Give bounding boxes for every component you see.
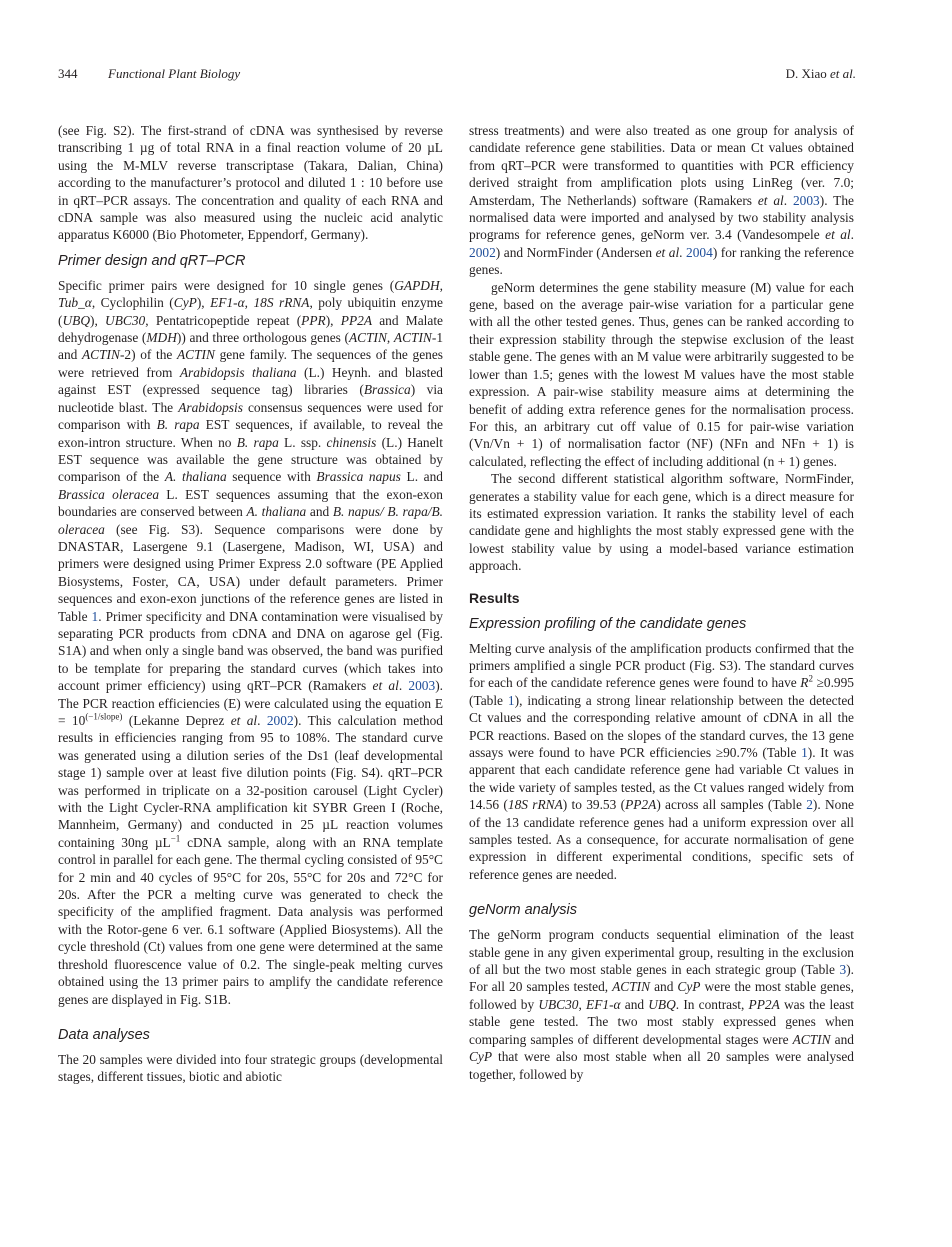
italic-term: ACTIN [792,1031,831,1047]
italic-term: EF1-α [210,295,245,311]
authors-etal: et al. [830,66,856,81]
text-run: stress treatments) and were also treated as one group for analysis of candidate reference gene stabilities. Data or mean Ct values obtained from qRT–PCR were transformed to quantities with PCR efficiency derived straight from amplification plots using LinReg (ver. 7.0; Amsterdam, The Netherlands) software (Ramakers [469,123,854,208]
citation-link[interactable]: 2004 [686,244,713,260]
italic-term: et al [655,244,680,260]
normfinder-paragraph [469,470,854,574]
citation-link[interactable]: 2002 [266,713,294,728]
text-run: ). It was apparent that each candidate reference gene had variable Ct values in the wide variety of samples tested, as the Ct values ranged widely from 14.56 ( [469,745,854,813]
citation-link[interactable]: 1 [507,692,515,708]
primer-paragraph [58,277,443,1008]
italic-term: PP2A [625,797,657,813]
normalisation-paragraph [469,122,854,279]
text-run: ), indicating a strong linear relationship between the detected Ct values and the corresponding relative amount of cDNA in all the PCR reactions. Based on the slopes of the standard curves, the 13 gene assays were found to have PCR efficiencies ≥90.7% (Table [469,692,854,760]
heading-primer-design: Primer design and qRT–PCR [58,252,246,269]
text-run: consensus sequences were used for comparison with [58,399,444,433]
italic-term: UBQ [648,996,676,1012]
superscript: (−1/slope) [85,711,123,722]
text-run: ) via nucleotide blast. The [58,382,443,415]
journal-title: Functional Plant Biology [108,66,241,81]
italic-term: et al [757,192,784,208]
italic-term: ACTIN [612,979,651,995]
italic-term: 18S rRNA [507,797,563,813]
text-run: (Lekanne Deprez [122,713,231,728]
text-run: ), [196,295,211,311]
text-run: and [306,504,333,520]
genorm-method-paragraph [469,279,854,470]
text-run: . [850,227,854,243]
heading-expression-profiling: Expression profiling of the candidate genes [469,615,747,632]
right-column [469,122,854,1083]
italic-term: Brassica oleracea [58,486,160,502]
citation-link[interactable]: 1 [91,608,99,624]
text-run: and [830,1031,854,1047]
text-run: and [650,979,678,995]
italic-term: PP2A [748,996,780,1012]
italic-term: R [800,675,809,691]
italic-term: chinensis [326,434,377,450]
text-run: . Primer specificity and DNA contamination were visualised by separating PCR products from cDNA and DNA on agarose gel (Fig. S1A) and when only a single band was observed, the band was purified to be template for preparing the standard curves (which takes into account primer efficiency) using qRT–PCR (Ramakers [58,608,443,694]
italic-term: Arabidopsis thaliana [179,364,297,380]
text-run: , [578,996,587,1012]
italic-term: CyP [469,1049,493,1065]
text-run: ) and NormFinder (Andersen [495,244,656,260]
text-run: )) and three orthologous genes ( [176,330,349,346]
text-run: ). The normalised data were imported and analysed by two stability analysis programs for reference genes, geNorm ver. 3.4 (Vandesompele [469,192,854,243]
text-run: The 20 samples were divided into four strategic groups (developmental stages, different tissues, biotic and abiotic [58,1051,443,1085]
italic-term: CyP [677,979,701,995]
text-run: . [398,678,409,694]
citation-link[interactable]: 2003 [792,192,820,208]
text-run: gene family. The sequences of the genes were retrieved from [58,347,444,380]
expression-profiling-paragraph [469,640,854,884]
text-run: ) for ranking the reference genes. [469,244,854,278]
text-run: (see Fig. S3). Sequence comparisons were done by DNASTAR, Lasergene 9.1 (Lasergene, Madison, WI, USA) and primers were designed using Primer Express 2.0 software (PE Applied Biosystems, Foster, CA, USA) under default parameters. Primer sequences and exon-exon junctions of the reference genes are listed in Table [58,521,443,624]
italic-term: B. rapa [156,417,200,433]
text-run: , Cyclophilin ( [91,295,174,311]
italic-term: GAPDH [394,277,440,293]
text-run: . [783,192,793,208]
text-run: ). This calculation method results in efficiencies ranging from 95 to 108%. The standard curve was generated using a dilution series of the Ds1 (leaf developmental stage 1) sample over at least five dilution points (Fig. S4). qRT–PCR was performed in triplicate on a 32-position carousel (Light Cycler) with the Light Cycler-RNA amplification kit SYBR Green I (Roche, Mannheim, Germany) and conducted in 25 µL reaction volumes containing 30ng µL [58,713,443,850]
intro-paragraph [58,122,443,244]
italic-term: ACTIN [81,347,120,363]
text-run: L. ssp. [278,434,327,450]
italic-term: EF1-α [586,996,621,1012]
italic-term: PPR [301,312,326,328]
left-column [58,122,443,1086]
italic-term: MDH [146,330,177,346]
heading-data-analyses: Data analyses [58,1026,150,1043]
italic-term: et al [372,678,399,694]
text-run: ). The PCR reaction efficiencies (E) were calculated using the equation E = 10 [58,678,443,728]
italic-term: Brassica [363,382,411,398]
text-run: The second different statistical algorithm software, NormFinder, generates a stability value for each gene, which is a direct measure for its estimated expression variation. It ranks the stability level of each candidate gene and highlights the most stably expressed gene with the lowest stability value by using a model-based variance estimation approach. [469,471,854,574]
text-run: sequence with [226,469,317,485]
text-run: , [244,295,254,311]
text-run: . [679,244,687,260]
text-run: -2) of the [119,347,177,363]
authors-name: D. Xiao [785,66,830,81]
text-run: , [439,277,443,293]
text-run: (see Fig. S2). The first-strand of cDNA was synthesised by reverse transcribing 1 µg of total RNA in a final reaction volume of 20 µL using the M-MLV reverse transcriptase (Takara, Dalian, China) according to the manufacturer’s protocol and diluted 1 : 10 before use in qRT–PCR assays. The concentration and quality of each RNA and cDNA sample was also measured using the nucleic acid analytic apparatus K6000 (Bio Photometer, Eppendorf, Germany). [58,123,443,243]
italic-term: ACTIN [393,330,432,346]
italic-term: A. thaliana [246,504,307,520]
citation-link[interactable]: 2 [806,797,813,813]
text-run: was the least stable gene tested. The two most stably expressed genes when comparing samples of different developmental stages were [469,996,855,1047]
italic-term: ACTIN [177,347,215,363]
genorm-analysis-paragraph [469,926,854,1083]
italic-term: UBQ [62,312,90,328]
text-run: (L.) Heynh. and blasted against EST (expressed sequence tag) libraries ( [58,364,443,398]
italic-term: ACTIN [348,330,387,346]
citation-link[interactable]: 3 [839,962,847,978]
text-run: , Pentatricopeptide repeat ( [145,312,302,328]
italic-term: UBC30 [105,312,146,328]
text-run: L. and [400,469,443,485]
text-run: were the most stable genes, followed by [469,979,854,1012]
superscript: −1 [170,833,181,844]
data-analyses-paragraph [58,1051,443,1086]
text-run: cDNA sample, along with an RNA template control in parallel for each gene. The thermal cycling consisted of 95°C for 2 min and 40 cycles of 95°C for 20s, 55°C for 20s and 72°C for 20s. After the PCR a melting curve was generated to check the specificity of the amplified fragment. Data analysis was performed with the Rotor-gene 6 ver. 6.1 software (Applied Biosystems). All the cycle threshold (Ct) values from one gene were determined at the same threshold fluorescence value of 0.2. The single-peak melting curves obtained using the 13 primer pairs to amplify the candidate reference genes are displayed in Fig. S1B. [58,834,443,1007]
italic-term: CyP [173,295,197,311]
citation-link[interactable]: 2003 [408,678,436,694]
text-run: The geNorm program conducts sequential elimination of the least stable gene in any given experimental group, resulting in the exclusion of all but the two most stable genes in each strategic group (Table [469,927,854,978]
text-run: ), [90,312,106,328]
italic-term: B. rapa [236,434,279,450]
text-run: -1 and [58,330,444,363]
italic-term: et al [825,227,851,243]
text-run: . In contrast, [675,996,749,1012]
text-run: ) to 39.53 ( [562,797,626,813]
italic-term: Arabidopsis [178,399,243,415]
text-run: and Malate dehydrogenase ( [58,312,443,346]
italic-term: UBC30 [538,996,579,1012]
italic-term: B. napus/ B. rapa/B. oleracea [58,504,444,537]
running-authors [786,66,856,82]
italic-term: 18S rRNA [253,295,310,311]
text-run: EST sequences, if available, to reveal the exon-intron structure. When no [58,417,443,450]
italic-term: et al [230,713,258,728]
italic-term: Tub_α [58,295,92,311]
text-run: ). None of the 13 candidate reference genes had a uniform expression over all samples tested. As a consequence, for accurate normalisation of gene expression in different experimental conditions, specific sets of reference genes are needed. [469,797,854,882]
text-run: ≥0.995 (Table [469,675,855,708]
citation-link[interactable]: 2002 [469,244,496,260]
text-run: that were also most stable when all 20 samples were analysed together, followed by [469,1049,854,1082]
text-run: L. EST sequences assuming that the exon-exon boundaries are conserved between [58,486,443,520]
text-run: and [620,996,649,1012]
heading-results: Results [469,589,520,606]
page-number: 344 [58,66,78,81]
text-run: Melting curve analysis of the amplification products confirmed that the primers amplified a single PCR product (Fig. S3). The standard curves for each of the candidate reference genes were found to have [469,640,854,691]
citation-link[interactable]: 1 [801,745,808,760]
italic-term: A. thaliana [164,469,227,485]
italic-term: Brassica napus [316,469,401,485]
text-run: , [386,330,394,346]
italic-term: PP2A [340,312,372,328]
text-run: geNorm determines the gene stability measure (M) value for each gene, based on the average pair-wise variation for a particular gene with all the other tested genes. Thus, genes can be ranked according to their expression stability through the stepwise exclusion of the least stable gene. The genes with an M value were arbitrarily suggested to be lower than 1.5; genes with the lowest M values have the most stable expression. A pair-wise stability measure aims at determining the benefit of adding extra reference genes for the normalisation process. For this, an arbitrary cut off value of 0.15 for pair-wise variation (Vn/Vn + 1) of normalisation factor (NF) (NFn and NFn + 1) is calculated, reflecting the effect of including additional (n + 1) genes. [469,279,854,469]
superscript: 2 [808,673,813,684]
text-run: (L.) Hanelt EST sequence was available the gene structure was obtained by comparison of the [58,434,443,485]
text-run: ) across all samples (Table [656,797,807,813]
text-run: Specific primer pairs were designed for 10 single genes ( [58,277,395,293]
text-run: , poly ubiquitin enzyme ( [58,295,443,328]
text-run: . [257,713,267,728]
text-run: ), [325,312,341,328]
heading-genorm-analysis: geNorm analysis [469,902,577,919]
text-run: ). For all 20 samples tested, [469,962,854,995]
